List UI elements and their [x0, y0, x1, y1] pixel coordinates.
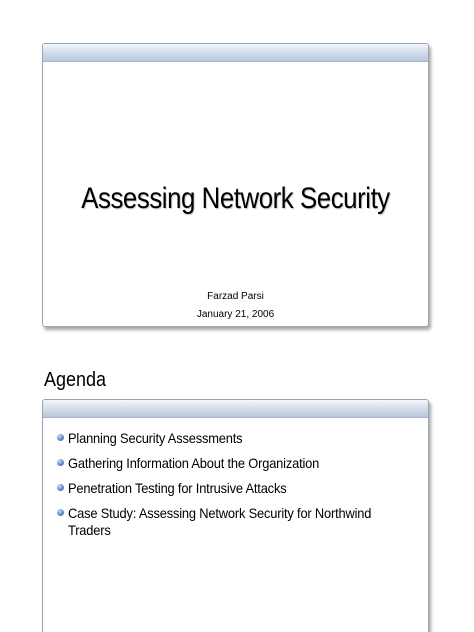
agenda-item	[57, 430, 410, 447]
agenda-item-label: Planning Security Assessments	[68, 430, 243, 446]
bullet-icon	[57, 484, 64, 491]
presentation-date: January 21, 2006	[196, 309, 275, 320]
agenda-item-label: Gathering Information About the Organization	[68, 455, 320, 471]
agenda-item	[57, 480, 410, 497]
bullet-icon	[57, 459, 64, 466]
agenda-slide	[42, 399, 429, 632]
author-name: Farzad Parsi	[207, 291, 264, 302]
agenda-item	[57, 505, 410, 539]
agenda-list	[57, 430, 410, 547]
agenda-item-label: Case Study: Assessing Network Security for Northwind Traders	[68, 505, 372, 538]
bullet-icon	[57, 509, 64, 516]
slide-header-bar	[43, 400, 428, 418]
slide-header-bar	[43, 44, 428, 62]
slide-title: Assessing Network Security	[81, 182, 390, 215]
agenda-item	[57, 455, 410, 472]
bullet-icon	[57, 434, 64, 441]
agenda-item-label: Penetration Testing for Intrusive Attacks	[68, 480, 287, 496]
agenda-heading: Agenda	[44, 369, 107, 391]
title-slide	[42, 43, 429, 327]
